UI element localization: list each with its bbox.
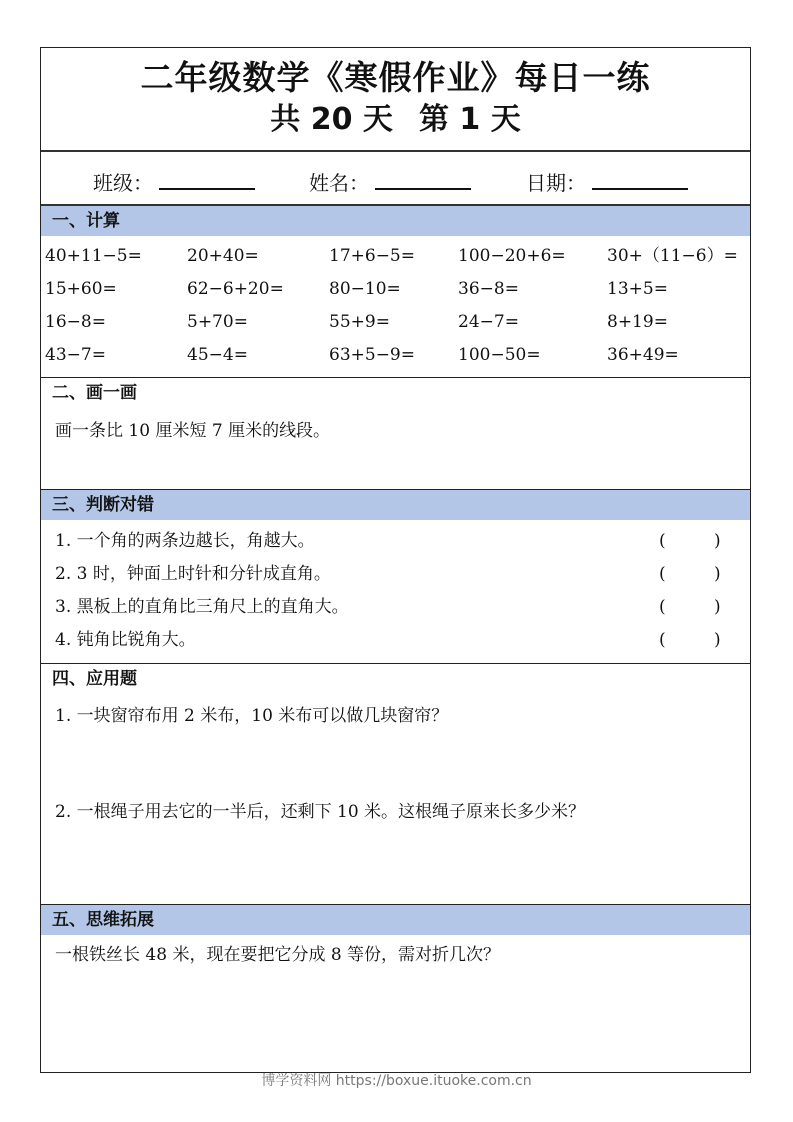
section-heading-apply: 四、应用题 <box>52 669 137 689</box>
name-blank[interactable] <box>375 168 471 190</box>
apply-question: 2. 一根绳子用去它的一半后，还剩下 10 米。这根绳子原来长多少米？ <box>55 802 586 822</box>
judge-statement: 2. 3 时，钟面上时针和分针成直角。 <box>55 564 331 584</box>
calc-item: 17+6−5= <box>329 246 415 266</box>
calc-item: 30+（11−6）= <box>607 246 738 266</box>
answer-paren-right[interactable]: ) <box>714 630 721 650</box>
judge-statement: 3. 黑板上的直角比三角尺上的直角大。 <box>55 597 349 617</box>
apply-question: 1. 一块窗帘布用 2 米布，10 米布可以做几块窗帘？ <box>55 706 449 726</box>
calc-item: 36−8= <box>458 279 519 299</box>
calc-item: 100−20+6= <box>458 246 566 266</box>
section-apply <box>41 664 750 905</box>
date-field <box>526 168 688 197</box>
calc-grid <box>41 236 750 378</box>
date-blank[interactable] <box>592 168 688 190</box>
judge-item <box>55 530 750 554</box>
day-subtitle <box>41 100 750 140</box>
section-heading-calc: 一、计算 <box>41 206 750 236</box>
section-judge <box>41 520 750 664</box>
calc-item: 63+5−9= <box>329 345 415 365</box>
calc-item: 36+49= <box>607 345 679 365</box>
worksheet <box>40 47 751 1073</box>
answer-paren-right[interactable]: ) <box>714 531 721 551</box>
calc-item: 15+60= <box>45 279 117 299</box>
draw-question: 画一条比 10 厘米短 7 厘米的线段。 <box>55 421 331 441</box>
answer-paren-left[interactable]: ( <box>659 630 666 650</box>
judge-item <box>55 596 750 620</box>
footer-watermark: 博学资料网 https://boxue.ituoke.com.cn <box>261 1073 532 1089</box>
judge-item <box>55 563 750 587</box>
title-block <box>41 48 750 152</box>
calc-item: 40+11−5= <box>45 246 142 266</box>
section-heading-judge: 三、判断对错 <box>41 490 750 520</box>
current-day: 第 1 天 <box>418 102 521 137</box>
calc-item: 62−6+20= <box>187 279 284 299</box>
class-field <box>93 168 255 197</box>
answer-paren-left[interactable]: ( <box>659 597 666 617</box>
answer-paren-left[interactable]: ( <box>659 564 666 584</box>
date-label: 日期： <box>526 171 586 195</box>
calc-item: 45−4= <box>187 345 248 365</box>
section-think <box>41 935 750 1071</box>
calc-item: 5+70= <box>187 312 248 332</box>
name-label: 姓名： <box>309 171 369 195</box>
calc-item: 100−50= <box>458 345 541 365</box>
judge-statement: 1. 一个角的两条边越长，角越大。 <box>55 531 315 551</box>
student-info-row <box>41 152 750 206</box>
section-heading-think: 五、思维拓展 <box>41 905 750 935</box>
calc-item: 55+9= <box>329 312 390 332</box>
calc-item: 24−7= <box>458 312 519 332</box>
worksheet-title: 二年级数学《寒假作业》每日一练 <box>140 58 651 97</box>
name-field <box>309 168 471 197</box>
calc-item: 16−8= <box>45 312 106 332</box>
calc-item: 80−10= <box>329 279 401 299</box>
judge-statement: 4. 钝角比锐角大。 <box>55 630 196 650</box>
section-draw <box>41 378 750 490</box>
answer-paren-right[interactable]: ) <box>714 597 721 617</box>
answer-paren-left[interactable]: ( <box>659 531 666 551</box>
section-heading-draw: 二、画一画 <box>52 383 137 403</box>
think-question: 一根铁丝长 48 米，现在要把它分成 8 等份，需对折几次？ <box>55 945 501 965</box>
total-days: 共 20 天 <box>270 102 393 137</box>
calc-item: 20+40= <box>187 246 259 266</box>
judge-item <box>55 629 750 653</box>
calc-item: 43−7= <box>45 345 106 365</box>
class-label: 班级： <box>93 171 153 195</box>
answer-paren-right[interactable]: ) <box>714 564 721 584</box>
calc-item: 13+5= <box>607 279 668 299</box>
calc-item: 8+19= <box>607 312 668 332</box>
class-blank[interactable] <box>159 168 255 190</box>
